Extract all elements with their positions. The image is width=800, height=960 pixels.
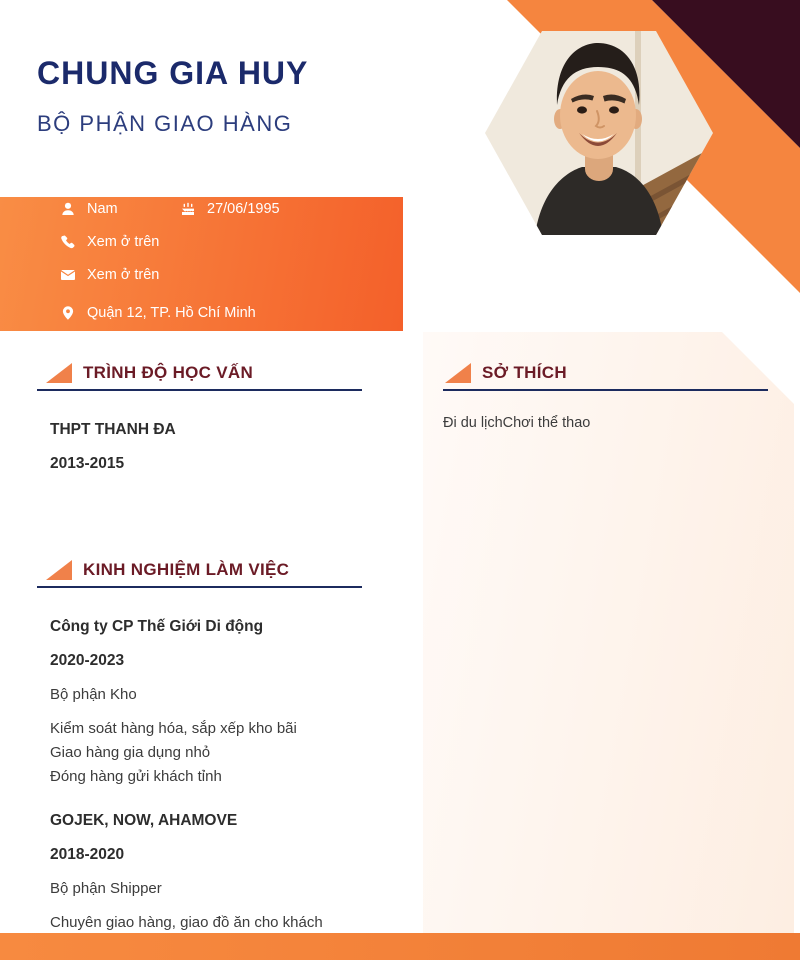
triangle-icon xyxy=(46,363,72,383)
contact-gender xyxy=(60,200,118,218)
section-title: KINH NGHIỆM LÀM VIỆC xyxy=(83,560,290,579)
contact-bar xyxy=(0,197,403,331)
triangle-icon xyxy=(46,560,72,580)
contact-address xyxy=(60,304,256,322)
location-pin-icon xyxy=(60,305,76,321)
contact-phone xyxy=(60,233,159,251)
person-job-title: BỘ PHẬN GIAO HÀNG xyxy=(37,111,293,136)
section-title: SỞ THÍCH xyxy=(482,363,567,382)
job-role: Bộ phận Shipper xyxy=(50,880,162,897)
profile-photo xyxy=(485,31,713,235)
contact-phone-value: Xem ở trên xyxy=(87,234,160,250)
contact-birthday xyxy=(180,200,280,218)
section-header-hobbies xyxy=(445,362,567,384)
contact-email xyxy=(60,266,159,284)
section-title: TRÌNH ĐỘ HỌC VẤN xyxy=(83,363,254,382)
contact-email-value: Xem ở trên xyxy=(87,267,160,283)
section-underline xyxy=(37,389,362,391)
section-underline xyxy=(37,586,362,588)
job-company: Công ty CP Thế Giới Di động xyxy=(50,618,264,635)
contact-address-value: Quận 12, TP. Hồ Chí Minh xyxy=(87,305,256,321)
section-header-education xyxy=(46,362,253,384)
job-company: GOJEK, NOW, AHAMOVE xyxy=(50,812,238,829)
job-years: 2018-2020 xyxy=(50,846,125,863)
birthday-cake-icon xyxy=(180,201,196,217)
contact-birthday-value: 27/06/1995 xyxy=(207,201,280,217)
footer-bar xyxy=(0,933,800,960)
contact-gender-value: Nam xyxy=(87,201,118,217)
job-duty: Giao hàng gia dụng nhỏ xyxy=(50,744,211,761)
job-years: 2020-2023 xyxy=(50,652,125,669)
person-icon xyxy=(60,201,76,217)
triangle-icon xyxy=(445,363,471,383)
phone-icon xyxy=(60,234,76,250)
education-years: 2013-2015 xyxy=(50,455,125,472)
envelope-icon xyxy=(60,267,76,283)
person-name: CHUNG GIA HUY xyxy=(37,55,309,91)
job-role: Bộ phận Kho xyxy=(50,686,137,703)
section-underline xyxy=(443,389,768,391)
job-duty: Đóng hàng gửi khách tỉnh xyxy=(50,768,222,785)
section-header-experience xyxy=(46,559,289,581)
job-duty: Kiểm soát hàng hóa, sắp xếp kho bãi xyxy=(50,720,297,737)
hobbies-text: Đi du lịchChơi thể thao xyxy=(443,415,591,431)
job-duty: Chuyên giao hàng, giao đồ ăn cho khách xyxy=(50,914,323,931)
education-school: THPT THANH ĐA xyxy=(50,421,176,438)
